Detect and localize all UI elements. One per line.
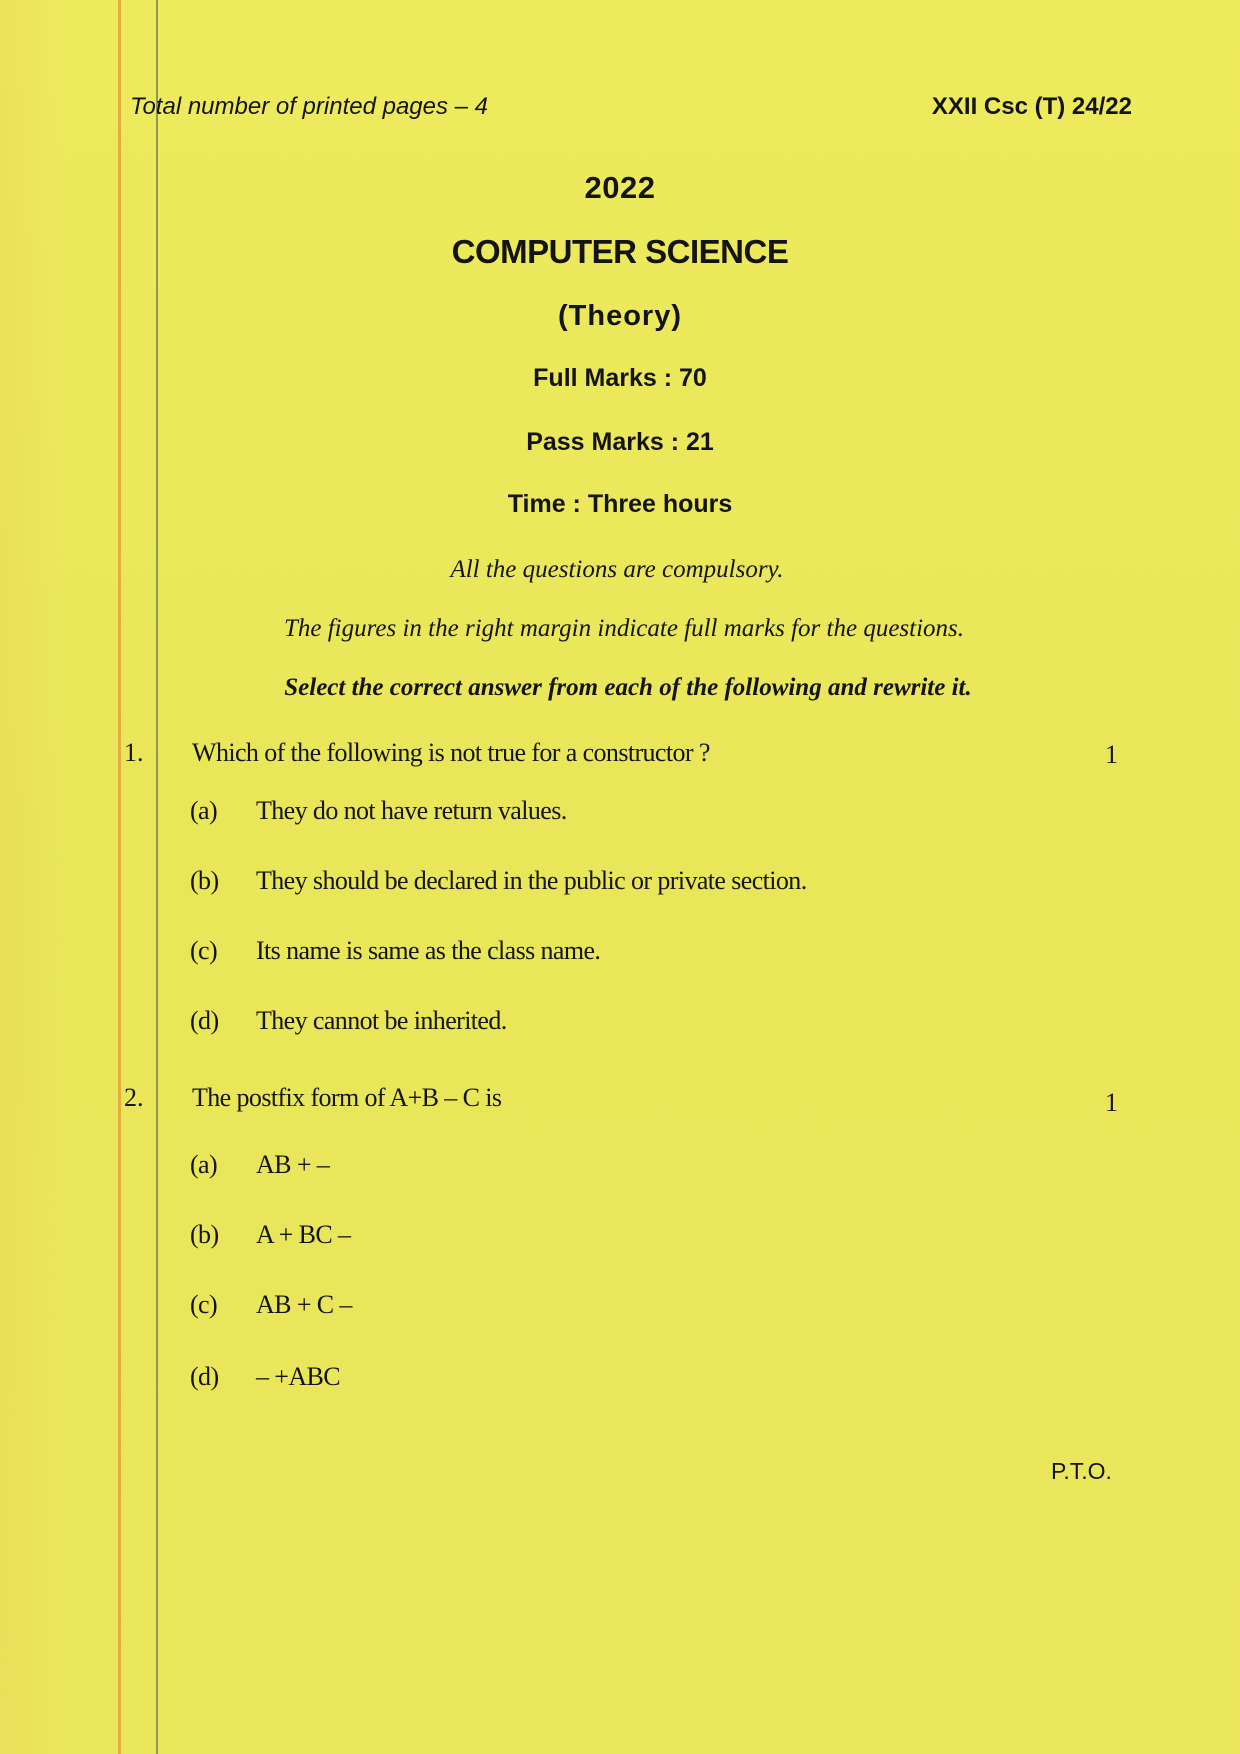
pto-note: P.T.O. [1051, 1458, 1112, 1484]
option-label: (c) [190, 1290, 218, 1319]
option-text: – +ABC [256, 1362, 341, 1391]
paper-code: XXII Csc (T) 24/22 [931, 93, 1132, 120]
paper-type: (Theory) [558, 300, 682, 332]
option-text: They should be declared in the public or private section. [256, 866, 807, 895]
option-label: (c) [190, 936, 218, 965]
option-label: (a) [190, 796, 218, 825]
question-marks: 1 [1105, 1088, 1118, 1117]
option-text: They do not have return values. [256, 796, 567, 825]
option-label: (d) [190, 1362, 219, 1391]
option-a [190, 1150, 329, 1180]
instruction-marks: The figures in the right margin indicate full marks for the questions. [283, 615, 965, 642]
subject-title: COMPUTER SCIENCE [451, 233, 789, 270]
question-marks: 1 [1105, 740, 1118, 769]
printed-pages-note: Total number of printed pages – 4 [130, 93, 489, 120]
instruction-select: Select the correct answer from each of the following and rewrite it. [284, 674, 972, 701]
option-text: A + BC – [256, 1220, 351, 1249]
exam-time: Time : Three hours [507, 490, 733, 518]
option-a [190, 796, 567, 826]
option-text: Its name is same as the class name. [256, 936, 601, 965]
option-d [190, 1006, 507, 1036]
option-label: (d) [190, 1006, 219, 1035]
pass-marks: Pass Marks : 21 [526, 428, 714, 456]
option-label: (a) [190, 1150, 218, 1179]
question-text: Which of the following is not true for a constructor ? [192, 738, 710, 767]
option-d [190, 1362, 340, 1392]
option-c [190, 1290, 352, 1320]
full-marks: Full Marks : 70 [533, 364, 707, 392]
option-label: (b) [190, 1220, 219, 1249]
option-text: AB + – [256, 1150, 330, 1179]
exam-year: 2022 [584, 170, 656, 205]
option-text: AB + C – [256, 1290, 352, 1319]
option-text: They cannot be inherited. [256, 1006, 507, 1035]
option-c [190, 936, 600, 966]
question-number: 2. [124, 1083, 144, 1112]
instruction-compulsory: All the questions are compulsory. [450, 556, 784, 583]
option-b [190, 1220, 350, 1250]
question-text: The postfix form of A+B – C is [192, 1083, 502, 1112]
option-b [190, 866, 807, 896]
question-number: 1. [124, 738, 144, 767]
option-label: (b) [190, 866, 219, 895]
